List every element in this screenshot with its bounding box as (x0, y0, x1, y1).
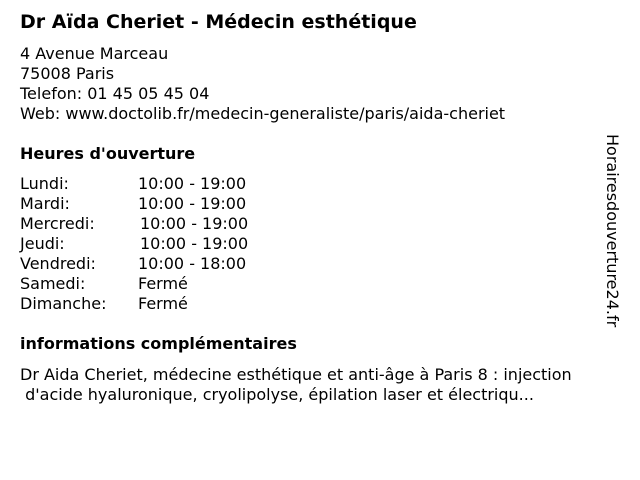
time-value: Fermé (138, 294, 188, 313)
description-line: d'acide hyaluronique, cryolipolyse, épilation laser et électriqu... (20, 385, 534, 404)
day-label: Mercredi: (20, 214, 95, 233)
day-label: Samedi: (20, 274, 86, 293)
site-watermark: Horairesdouverture24.fr (603, 134, 622, 328)
time-value: 10:00 - 18:00 (138, 254, 247, 273)
day-label: Dimanche: (20, 294, 107, 313)
time-value: 10:00 - 19:00 (138, 174, 247, 193)
day-label: Lundi: (20, 174, 69, 193)
hours-heading: Heures d'ouverture (20, 144, 196, 163)
street-address: 4 Avenue Marceau (20, 44, 169, 63)
time-value: Fermé (138, 274, 188, 293)
day-label: Jeudi: (20, 234, 65, 253)
day-label: Mardi: (20, 194, 70, 213)
time-value: 10:00 - 19:00 (138, 194, 247, 213)
contact-block (20, 44, 505, 124)
info-heading: informations complémentaires (20, 334, 297, 353)
description-line: Dr Aida Cheriet, médecine esthétique et anti-âge à Paris 8 : injection (20, 365, 572, 384)
info-description (20, 365, 572, 405)
website: Web: www.doctolib.fr/medecin-generaliste/paris/aida-cheriet (20, 104, 506, 123)
phone-number: Telefon: 01 45 05 45 04 (20, 84, 210, 103)
time-value: 10:00 - 19:00 (140, 234, 249, 253)
day-label: Vendredi: (20, 254, 96, 273)
page-title: Dr Aïda Cheriet - Médecin esthétique (20, 11, 417, 33)
city-address: 75008 Paris (20, 64, 115, 83)
time-value: 10:00 - 19:00 (140, 214, 249, 233)
